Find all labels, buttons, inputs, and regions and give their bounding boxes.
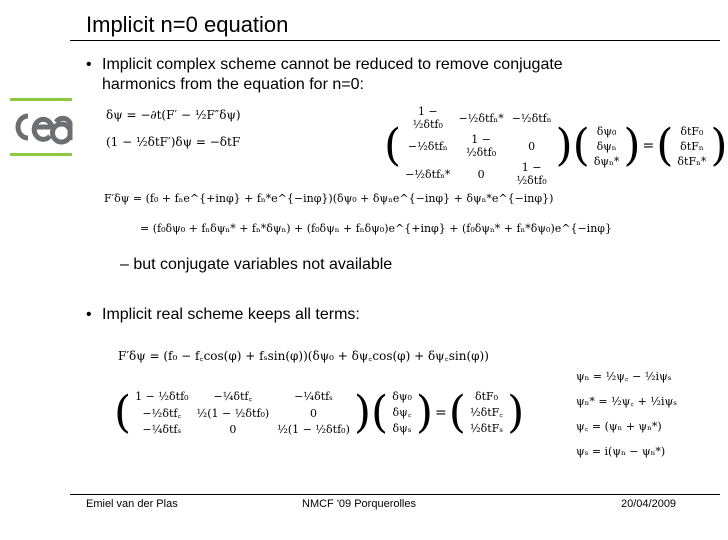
matrix-cell: −½δtfₙ (407, 139, 448, 153)
eq-linearized: (1 − ½δtF′)δψ = −δtF (106, 135, 241, 149)
vector-cell: δtF₀ (474, 390, 499, 403)
paren-right: ) (353, 386, 372, 438)
bullet-real-scheme (86, 305, 686, 325)
matrix-cell: −½δtfₙ* (405, 167, 451, 181)
paren-left: ( (448, 386, 466, 438)
vector-cell: δtFₙ* (677, 154, 707, 168)
equals-sign: = (642, 138, 655, 154)
equals-sign: = (435, 404, 447, 421)
matrix-row (401, 160, 555, 188)
vector-cell: δψₙ (596, 139, 617, 153)
matrix-cell: −½δtfₙ* (458, 111, 504, 125)
sub-bullet-conjugate: – but conjugate variables not available (120, 256, 393, 273)
vector-cell: δψ₀ (392, 390, 412, 403)
matrix-cell: ½(1 − ½δtf₀) (277, 423, 350, 436)
bullet-complex-scheme (86, 55, 686, 95)
matrix-row (131, 422, 354, 437)
matrix-row (131, 388, 354, 405)
title-divider (70, 40, 720, 41)
footer-divider (70, 494, 720, 495)
bullet-marker: • (86, 306, 92, 323)
footer-event: NMCF '09 Porquerolles (302, 498, 416, 510)
eq-delta-psi: δψ = −∂t(F′ − ½F″δψ) (106, 108, 241, 122)
vector-cell: ½δtF꜀ (469, 406, 504, 419)
matrix-cell: 1 − ½δtf₀ (516, 161, 547, 187)
eq-expansion-terms: = (f₀δψ₀ + fₙδψₙ* + fₙ*δψₙ) + (f₀δψₙ + fₙδψ₀)e^{+inφ} + (f₀δψₙ* + fₙ*δψ₀)e^{−inφ} (140, 222, 612, 235)
matrix-row (401, 104, 555, 132)
paren-right: ) (415, 386, 434, 438)
eq-expansion-product: F′δψ = (f₀ + fₙe^{+inφ} + fₙ*e^{−inφ})(δψ₀ + δψₙe^{−inφ} + δψₙ*e^{−inφ}) (104, 192, 554, 205)
harmonic-definitions (576, 364, 677, 464)
bullet-marker: • (86, 56, 92, 73)
matrix-equation-real (114, 388, 524, 437)
cea-logo (8, 96, 74, 158)
matrix-row (401, 132, 555, 160)
matrix-cell: 1 − ½δtf₀ (135, 390, 189, 403)
matrix-complex (401, 104, 555, 188)
paren-right: ) (507, 386, 525, 438)
matrix-cell: −¼δtf꜀ (213, 390, 253, 403)
paren-left: ( (371, 386, 389, 438)
vector-cell: δψₛ (392, 422, 412, 435)
matrix-row (131, 405, 354, 422)
matrix-cell: 1 − ½δtf₀ (412, 105, 443, 131)
footer-date: 20/04/2009 (621, 498, 677, 510)
vector-cell: ½δtFₛ (470, 422, 504, 435)
vector-rhs-real (466, 389, 507, 436)
paren-right: ) (555, 120, 573, 171)
paren-left: ( (656, 120, 674, 171)
matrix-cell: −¼δtfₛ (142, 423, 182, 436)
definition-psi-s: ψₛ = i(ψₙ − ψₙ*) (576, 445, 666, 458)
matrix-cell: −¼δtfₛ (294, 390, 333, 403)
matrix-cell: −½δtf꜀ (142, 407, 182, 420)
eq-real-expansion: F′δψ = (f₀ − f꜀cos(φ) + fₛsin(φ))(δψ₀ + δψ꜀cos(φ) + δψ꜀sin(φ)) (118, 349, 489, 363)
matrix-cell: 0 (528, 139, 536, 153)
matrix-cell: −½δtfₙ (511, 111, 552, 125)
vector-unknowns-real (388, 389, 416, 436)
matrix-cell: 1 − ½δtf₀ (465, 133, 497, 159)
vector-cell: δtF₀ (680, 124, 704, 138)
bullet2-text: Implicit real scheme keeps all terms: (102, 306, 360, 323)
vector-cell: δψₙ* (593, 154, 620, 168)
definition-psi-n-conj: ψₙ* = ½ψ꜀ + ½iψₛ (576, 395, 677, 408)
vector-rhs-complex (673, 124, 710, 169)
paren-left: ( (114, 386, 132, 438)
vector-cell: δψ₀ (596, 124, 617, 138)
matrix-real (131, 388, 354, 437)
paren-right: ) (710, 120, 728, 171)
definition-psi-c: ψ꜀ = (ψₙ + ψₙ*) (576, 420, 662, 433)
bullet1-line2: harmonics from the equation for n=0: (102, 76, 364, 93)
matrix-cell: ½(1 − ½δtf₀) (196, 407, 270, 420)
paren-left: ( (572, 120, 590, 171)
matrix-cell: 0 (229, 423, 237, 436)
vector-unknowns-complex (590, 124, 624, 169)
definition-psi-n: ψₙ = ½ψ꜀ − ½iψₛ (576, 370, 672, 383)
vector-cell: δtFₙ (680, 139, 704, 153)
slide-title: Implicit n=0 equation (86, 12, 289, 37)
matrix-cell: 0 (310, 407, 318, 420)
paren-left: ( (384, 120, 402, 171)
matrix-cell: 0 (477, 167, 485, 181)
bullet1-line1: Implicit complex scheme cannot be reduced to remove conjugate (102, 56, 563, 73)
paren-right: ) (623, 120, 641, 171)
matrix-equation-complex (384, 104, 728, 188)
vector-cell: δψ꜀ (392, 406, 412, 419)
footer-author: Emiel van der Plas (86, 498, 178, 510)
